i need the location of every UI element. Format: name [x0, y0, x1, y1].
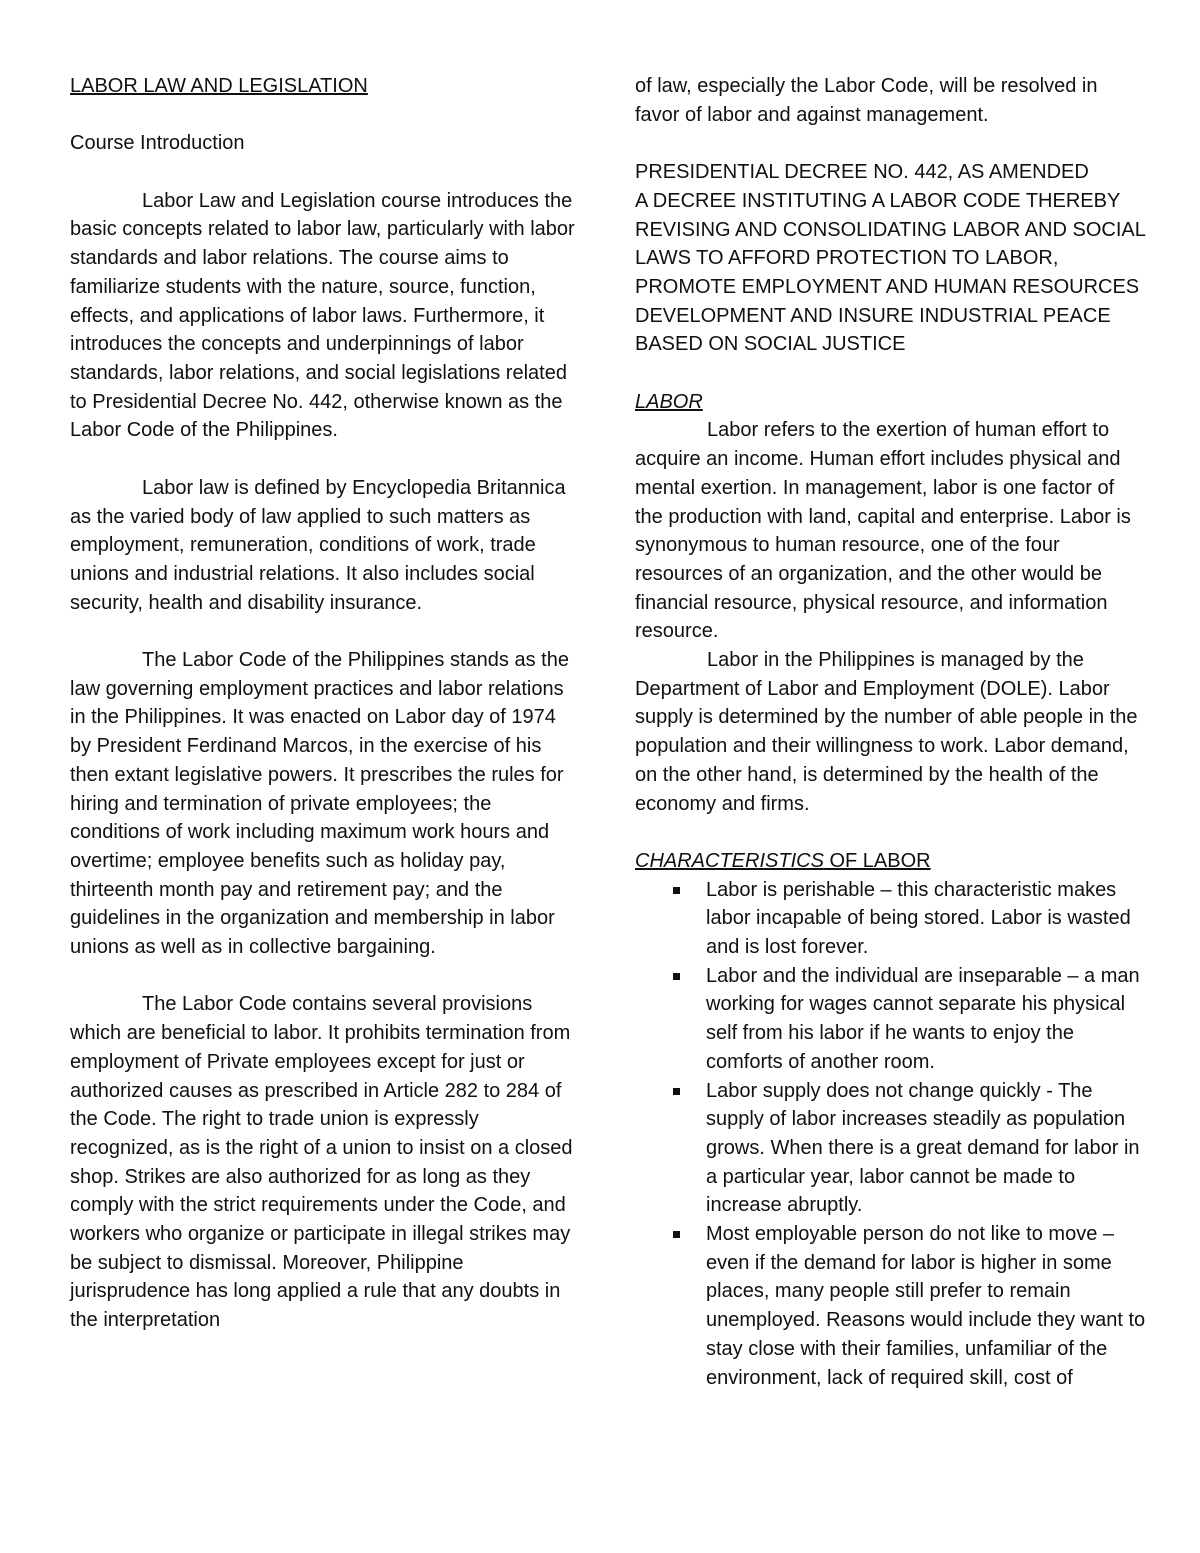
square-bullet-icon [673, 1231, 680, 1238]
list-item [635, 876, 1147, 962]
paragraph: The Labor Code of the Philippines stands as the law governing employment practices and labor relations in the Philippines. It was enacted on Labor day of 1974 by President Ferdinand Marcos, in the exercise of his then extant legislative powers. It prescribes the rules for hiring and termination of private employees; the conditions of work including maximum work hours and overtime; employee benefits such as holiday pay, thirteenth month pay and retirement pay; and the guidelines in the organization and membership in labor unions as well as in collective bargaining. [70, 649, 569, 959]
characteristics-heading [635, 847, 1147, 876]
list-item [635, 1077, 1147, 1221]
list-item [635, 1220, 1147, 1392]
characteristics-heading-part1: CHARACTERISTICS [635, 849, 824, 872]
section-subtitle: Course Introduction [70, 132, 245, 155]
labor-heading: LABOR [635, 390, 703, 413]
list-item-text: Labor is perishable – this characteristic makes labor incapable of being stored. Labor is wasted and is lost forever. [706, 878, 1131, 959]
square-bullet-icon [673, 973, 680, 980]
list-item-text: Labor and the individual are inseparable – a man working for wages cannot separate his physical self from his labor if he wants to enjoy the comforts of another room. [706, 964, 1140, 1073]
characteristics-list [635, 876, 1147, 1393]
list-item [635, 962, 1147, 1077]
right-column [635, 72, 1147, 1392]
decree-text: A DECREE INSTITUTING A LABOR CODE THEREBY REVISING AND CONSOLIDATING LABOR AND SOCIAL LAWS TO AFFORD PROTECTION TO LABOR, PROMOTE EMPLOYMENT AND HUMAN RESOURCES DEVELOPMENT AND INSURE INDUSTRIAL PEACE BASED ON SOCIAL JUSTICE [635, 189, 1146, 356]
paragraph: The Labor Code contains several provisions which are beneficial to labor. It prohibits termination from employment of Private employees except for just or authorized causes as prescribed in Article 282 to 284 of the Code. The right to trade union is expressly recognized, as is the right of a union to insist on a closed shop. Strikes are also authorized for as long as they comply with the strict requirements under the Code, and workers who organize or participate in illegal strikes may be subject to dismissal. Moreover, Philippine jurisprudence has long applied a rule that any doubts in the interpretation [70, 993, 573, 1332]
left-column [70, 72, 580, 1335]
paragraph: Labor in the Philippines is managed by the Department of Labor and Employment (DOLE). Labor supply is determined by the number of able people in the population and their willingness to work. Labor demand, on the other hand, is determined by the health of the economy and firms. [635, 649, 1138, 815]
decree-title: PRESIDENTIAL DECREE NO. 442, AS AMENDED [635, 161, 1089, 184]
paragraph: Labor law is defined by Encyclopedia Britannica as the varied body of law applied to such matters as employment, remuneration, conditions of work, trade unions and industrial relations. It also includes social security, health and disability insurance. [70, 476, 566, 614]
square-bullet-icon [673, 1088, 680, 1095]
paragraph: Labor Law and Legislation course introduces the basic concepts related to labor law, particularly with labor standards and labor relations. The course aims to familiarize students with the nature, source, function, effects, and applications of labor laws. Furthermore, it introduces the concepts and underpinnings of labor standards, labor relations, and social legislations related to Presidential Decree No. 442, otherwise known as the Labor Code of the Philippines. [70, 189, 575, 442]
paragraph-continuation: of law, especially the Labor Code, will be resolved in favor of labor and against management. [635, 75, 1098, 126]
square-bullet-icon [673, 887, 680, 894]
list-item-text: Most employable person do not like to move – even if the demand for labor is higher in some places, many people still prefer to remain unemployed. Reasons would include they want to stay close with their families, unfamiliar of the environment, lack of required skill, cost of [706, 1223, 1146, 1389]
characteristics-heading-part2: OF LABOR [823, 849, 931, 872]
list-item-text: Labor supply does not change quickly - The supply of labor increases steadily as population grows. When there is a great demand for labor in a particular year, labor cannot be made to increase abruptly. [706, 1079, 1140, 1217]
paragraph: Labor refers to the exertion of human effort to acquire an income. Human effort includes physical and mental exertion. In management, labor is one factor of the production with land, capital and enterprise. Labor is synonymous to human resource, one of the four resources of an organization, and the other would be financial resource, physical resource, and information resource. [635, 419, 1131, 643]
document-title: LABOR LAW AND LEGISLATION [70, 75, 368, 97]
